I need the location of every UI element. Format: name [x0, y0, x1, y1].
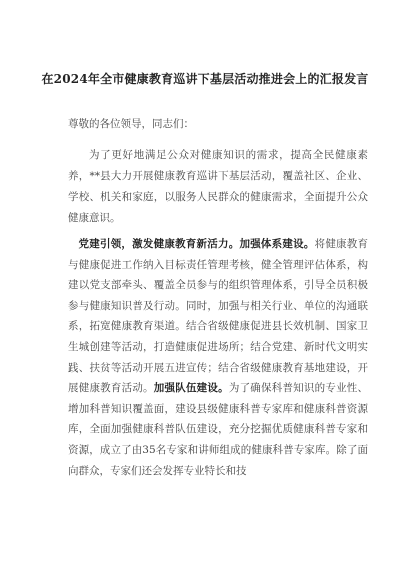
heading-party-building: 党建引领，激发健康教育新活力。	[78, 238, 240, 250]
heading-team-building: 加强队伍建设。	[153, 382, 229, 395]
greeting: 尊敬的各位领导，同志们：	[68, 118, 194, 130]
body-text-team: 为了确保科普知识的专业性、增加科普知识覆盖面，建设县级健康科普专家库和健康科普资源库，全面加强健康科普队伍建设，充分挖掘优质健康科普专家和资源，成立了由35名专家和讲师组成的健康科普专家库。除了面向群众，专家们还会发挥专业特长和技	[68, 382, 369, 477]
heading-system-building: 加强体系建设。	[239, 238, 315, 250]
paragraph-intro: 为了更好地满足公众对健康知识的需求，提高全民健康素养，**县大力开展健康教育巡讲下基层活动，覆盖社区、企业、学校、机关和家庭，以服务人民群众的健康需求，全面提升公众健康意识。	[68, 149, 368, 224]
document-title: 在2024年全市健康教育巡讲下基层活动推进会上的汇报发言	[41, 72, 369, 86]
paragraph-party-building	[68, 234, 368, 481]
body-text-system: 将健康教育与健康促进工作纳入目标责任管理考核，健全管理评估体系，构建以党支部牵头、覆盖全员参与的组织管理体系，引导全员积极参与健康知识普及行动。同时，加强与相关行业、单位的沟通联系，拓宽健康教育渠道。结合省级健康促进县长效机制、国家卫生城创建等活动，打造健康促进场所；结合党建、新时代文明实践、扶贫等活动开展五进宣传；结合省级健康教育基地建设，开展健康教育活动。	[68, 238, 369, 395]
